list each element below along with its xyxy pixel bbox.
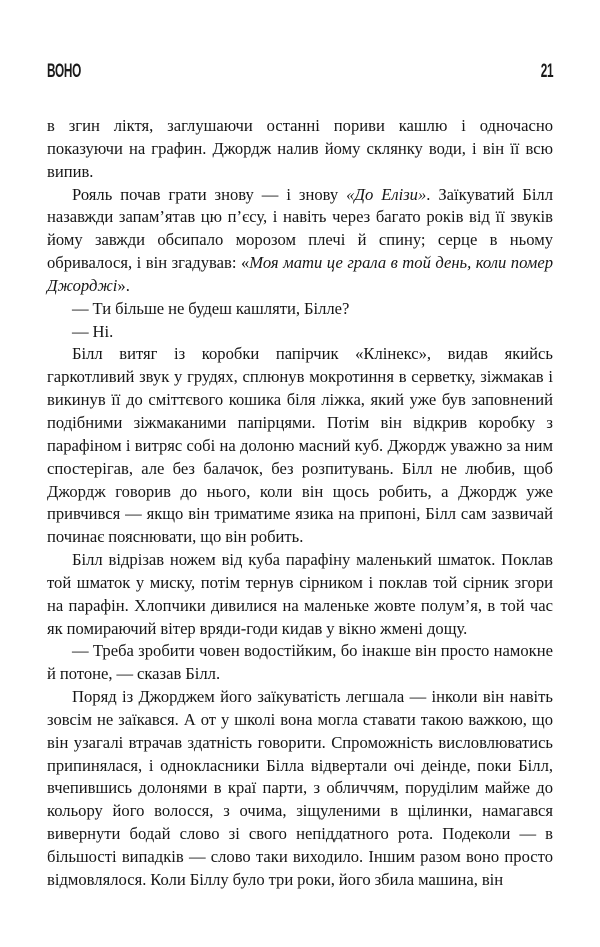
paragraph xyxy=(47,115,553,184)
italic-text-run: Моя мати це грала в той день, коли помер Джорджі xyxy=(47,253,553,295)
page-number: 21 xyxy=(540,61,553,82)
paragraph xyxy=(47,343,553,549)
italic-text-run: «До Елізи» xyxy=(346,184,427,204)
text-run: — Ти більше не будеш кашляти, Білле? xyxy=(72,298,350,318)
running-head xyxy=(47,62,553,96)
text-run: ». xyxy=(117,275,130,295)
text-run: Поряд із Джорджем його заїкуватість легшала — інколи він навіть зовсім не заїкався. А от у школі вона могла ставати такою важкою, що він узагалі втрачав здатність говорити. Спроможність висловлюватись припинялася, і однокласники Білла відвертали очі деінде, поки Білл, вчепившись долонями в краї парти, з обличчям, поруділим майже до кольору його волосся, з очима, зіщуленими в щілинки, намагався вивернути бодай слово зі свого непіддатного рота. Подеколи — в більшості випадків — слово таки виходило. Іншим разом воно просто відмовлялося. Коли Біллу було три роки, його збила машина, він xyxy=(47,687,553,889)
text-run: — Треба зробити човен водостійким, бо інакше він просто намокне й потоне, — сказав Білл. xyxy=(47,641,553,684)
paragraph xyxy=(47,640,553,686)
paragraph xyxy=(47,298,553,321)
text-run: — Ні. xyxy=(72,321,114,341)
text-run: Білл відрізав ножем від куба парафіну маленький шматок. Поклав той шматок у миску, потім тернув сірником і поклав той сірник згори на парафін. Хлопчики дивилися на маленьке жовте полум’я, в той час як помираючий вітер вряди-годи кидав у вікно жмені дощу. xyxy=(47,550,553,638)
running-head-title: ВОНО xyxy=(47,61,82,82)
page-content-column xyxy=(47,0,553,892)
paragraph xyxy=(47,321,553,344)
text-run: . Заїкуватий Білл назавжди запам’ятав цю п’єсу, і навіть через багато років від її звуків йому завжди обсипало морозом плечі й спину; серце в ньому обривалося, і він згадував: « xyxy=(47,184,553,273)
text-run: в згин ліктя, заглушаючи останні пориви кашлю і одночасно показуючи на графин. Джордж налив йому склянку води, і він її всю випив. xyxy=(47,116,553,181)
body-text xyxy=(47,115,553,892)
paragraph xyxy=(47,184,553,298)
text-run: Рояль почав грати знову — і знову xyxy=(72,184,347,204)
paragraph xyxy=(47,549,553,640)
paragraph xyxy=(47,686,553,892)
text-run: Білл витяг із коробки папірчик «Клінекс», видав якийсь гаркотливий звук у грудях, сплюнув мокротиння в серветку, зіжмакав і викинув її до сміттєвого кошика біля ліжка, який уже був заповнений подібними зіжмаканими папірцями. Потім він відкрив коробку з парафіном і витряс собі на долоню масний куб. Джордж уважно за ним спостерігав, але без балачок, без розпитувань. Білл не любив, щоб Джордж говорив до нього, коли він щось робить, а Джордж уже привчився — якщо він триматиме язика на припоні, Білл сам зазвичай починає пояснювати, що він робить. xyxy=(47,344,553,547)
